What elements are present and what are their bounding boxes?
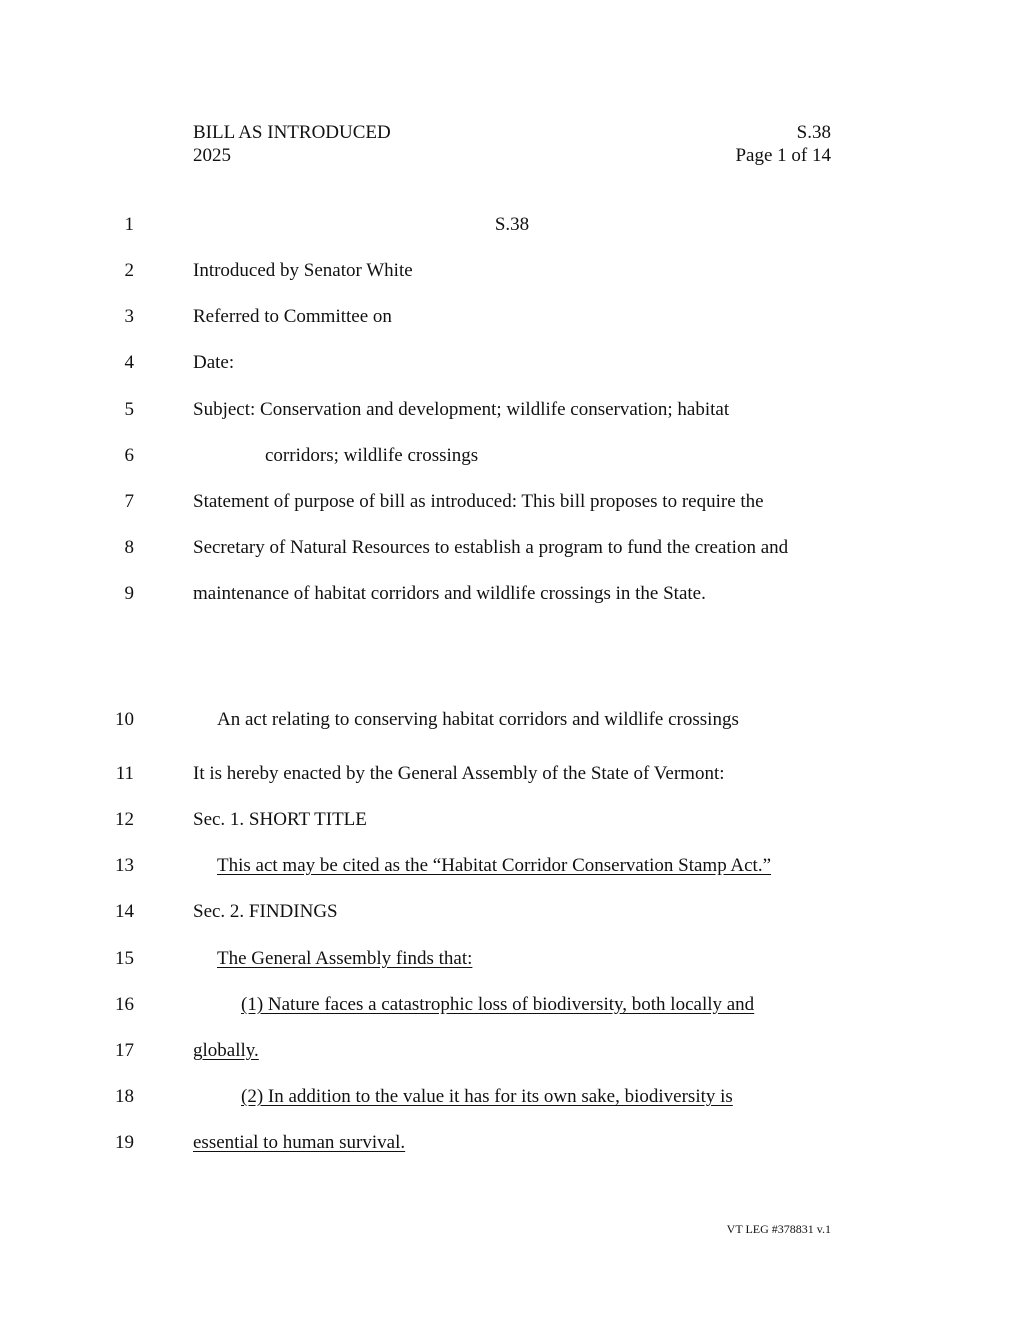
bill-line: [0, 1131, 1024, 1155]
bill-number: S.38: [796, 122, 831, 143]
line-number: 15: [115, 948, 134, 969]
bill-line: [0, 993, 1024, 1017]
bill-line: [0, 1085, 1024, 1109]
bill-line: [0, 259, 1024, 283]
line-number: 1: [124, 214, 134, 235]
bill-line: [0, 808, 1024, 832]
page-indicator: Page 1 of 14: [735, 145, 831, 166]
bill-line: [0, 947, 1024, 971]
line-number: 2: [124, 260, 134, 281]
added-text: globally.: [193, 1040, 259, 1061]
section-text: [241, 993, 754, 1017]
line-number: 5: [124, 399, 134, 420]
bill-line: [0, 708, 1024, 732]
document-id-footer: VT LEG #378831 v.1: [726, 1222, 831, 1236]
section-heading: Sec. 1. SHORT TITLE: [193, 809, 367, 830]
added-text: The General Assembly finds that:: [217, 948, 473, 969]
line-number: 10: [115, 709, 134, 730]
bill-line: [0, 582, 1024, 606]
bill-line: [0, 398, 1024, 422]
section-text: [217, 854, 771, 878]
line-number: 6: [124, 445, 134, 466]
section-heading: Sec. 2. FINDINGS: [193, 901, 338, 922]
added-text: (1) Nature faces a catastrophic loss of biodiversity, both locally and: [241, 994, 755, 1015]
bill-line: [0, 305, 1024, 329]
line-number: 19: [115, 1132, 134, 1153]
bill-line: [0, 536, 1024, 560]
line-number: 14: [115, 901, 134, 922]
line-number: 3: [124, 306, 134, 327]
added-text: (2) In addition to the value it has for its own sake, biodiversity is: [241, 1086, 733, 1107]
line-number: 13: [115, 855, 134, 876]
line-number: 9: [124, 583, 134, 604]
introduced-by: Introduced by Senator White: [193, 260, 413, 281]
bill-line: [0, 762, 1024, 786]
bill-title-number: S.38: [494, 214, 530, 235]
section-text: [193, 1039, 259, 1063]
bill-line: [0, 351, 1024, 375]
section-text: [241, 1085, 733, 1109]
bill-year: 2025: [193, 145, 231, 166]
act-title: An act relating to conserving habitat corridors and wildlife crossings: [217, 709, 739, 730]
added-text: essential to human survival.: [193, 1132, 406, 1153]
section-text: [193, 1131, 405, 1155]
date-field: Date:: [193, 352, 235, 373]
bill-line: [0, 490, 1024, 514]
bill-status-label: BILL AS INTRODUCED: [193, 122, 391, 143]
bill-line: [0, 213, 1024, 237]
statement-of-purpose: maintenance of habitat corridors and wildlife crossings in the State.: [193, 583, 706, 604]
statement-of-purpose: Secretary of Natural Resources to establish a program to fund the creation and: [193, 537, 789, 558]
line-number: 11: [115, 763, 134, 784]
subject-line: Subject: Conservation and development; wildlife conservation; habitat: [193, 399, 730, 420]
section-text: [217, 947, 472, 971]
line-number: 8: [124, 537, 134, 558]
enacting-clause: It is hereby enacted by the General Assembly of the State of Vermont:: [193, 763, 725, 784]
subject-continuation: corridors; wildlife crossings: [265, 445, 479, 466]
bill-line: [0, 444, 1024, 468]
line-number: 12: [115, 809, 134, 830]
added-text: This act may be cited as the “Habitat Corridor Conservation Stamp Act.”: [217, 855, 772, 876]
line-number: 7: [124, 491, 134, 512]
statement-of-purpose: Statement of purpose of bill as introduced: This bill proposes to require the: [193, 491, 764, 512]
line-number: 17: [115, 1040, 134, 1061]
line-number: 4: [124, 352, 134, 373]
bill-line: [0, 854, 1024, 878]
bill-line: [0, 1039, 1024, 1063]
line-number: 18: [115, 1086, 134, 1107]
line-number: 16: [115, 994, 134, 1015]
referred-to: Referred to Committee on: [193, 306, 392, 327]
bill-line: [0, 900, 1024, 924]
